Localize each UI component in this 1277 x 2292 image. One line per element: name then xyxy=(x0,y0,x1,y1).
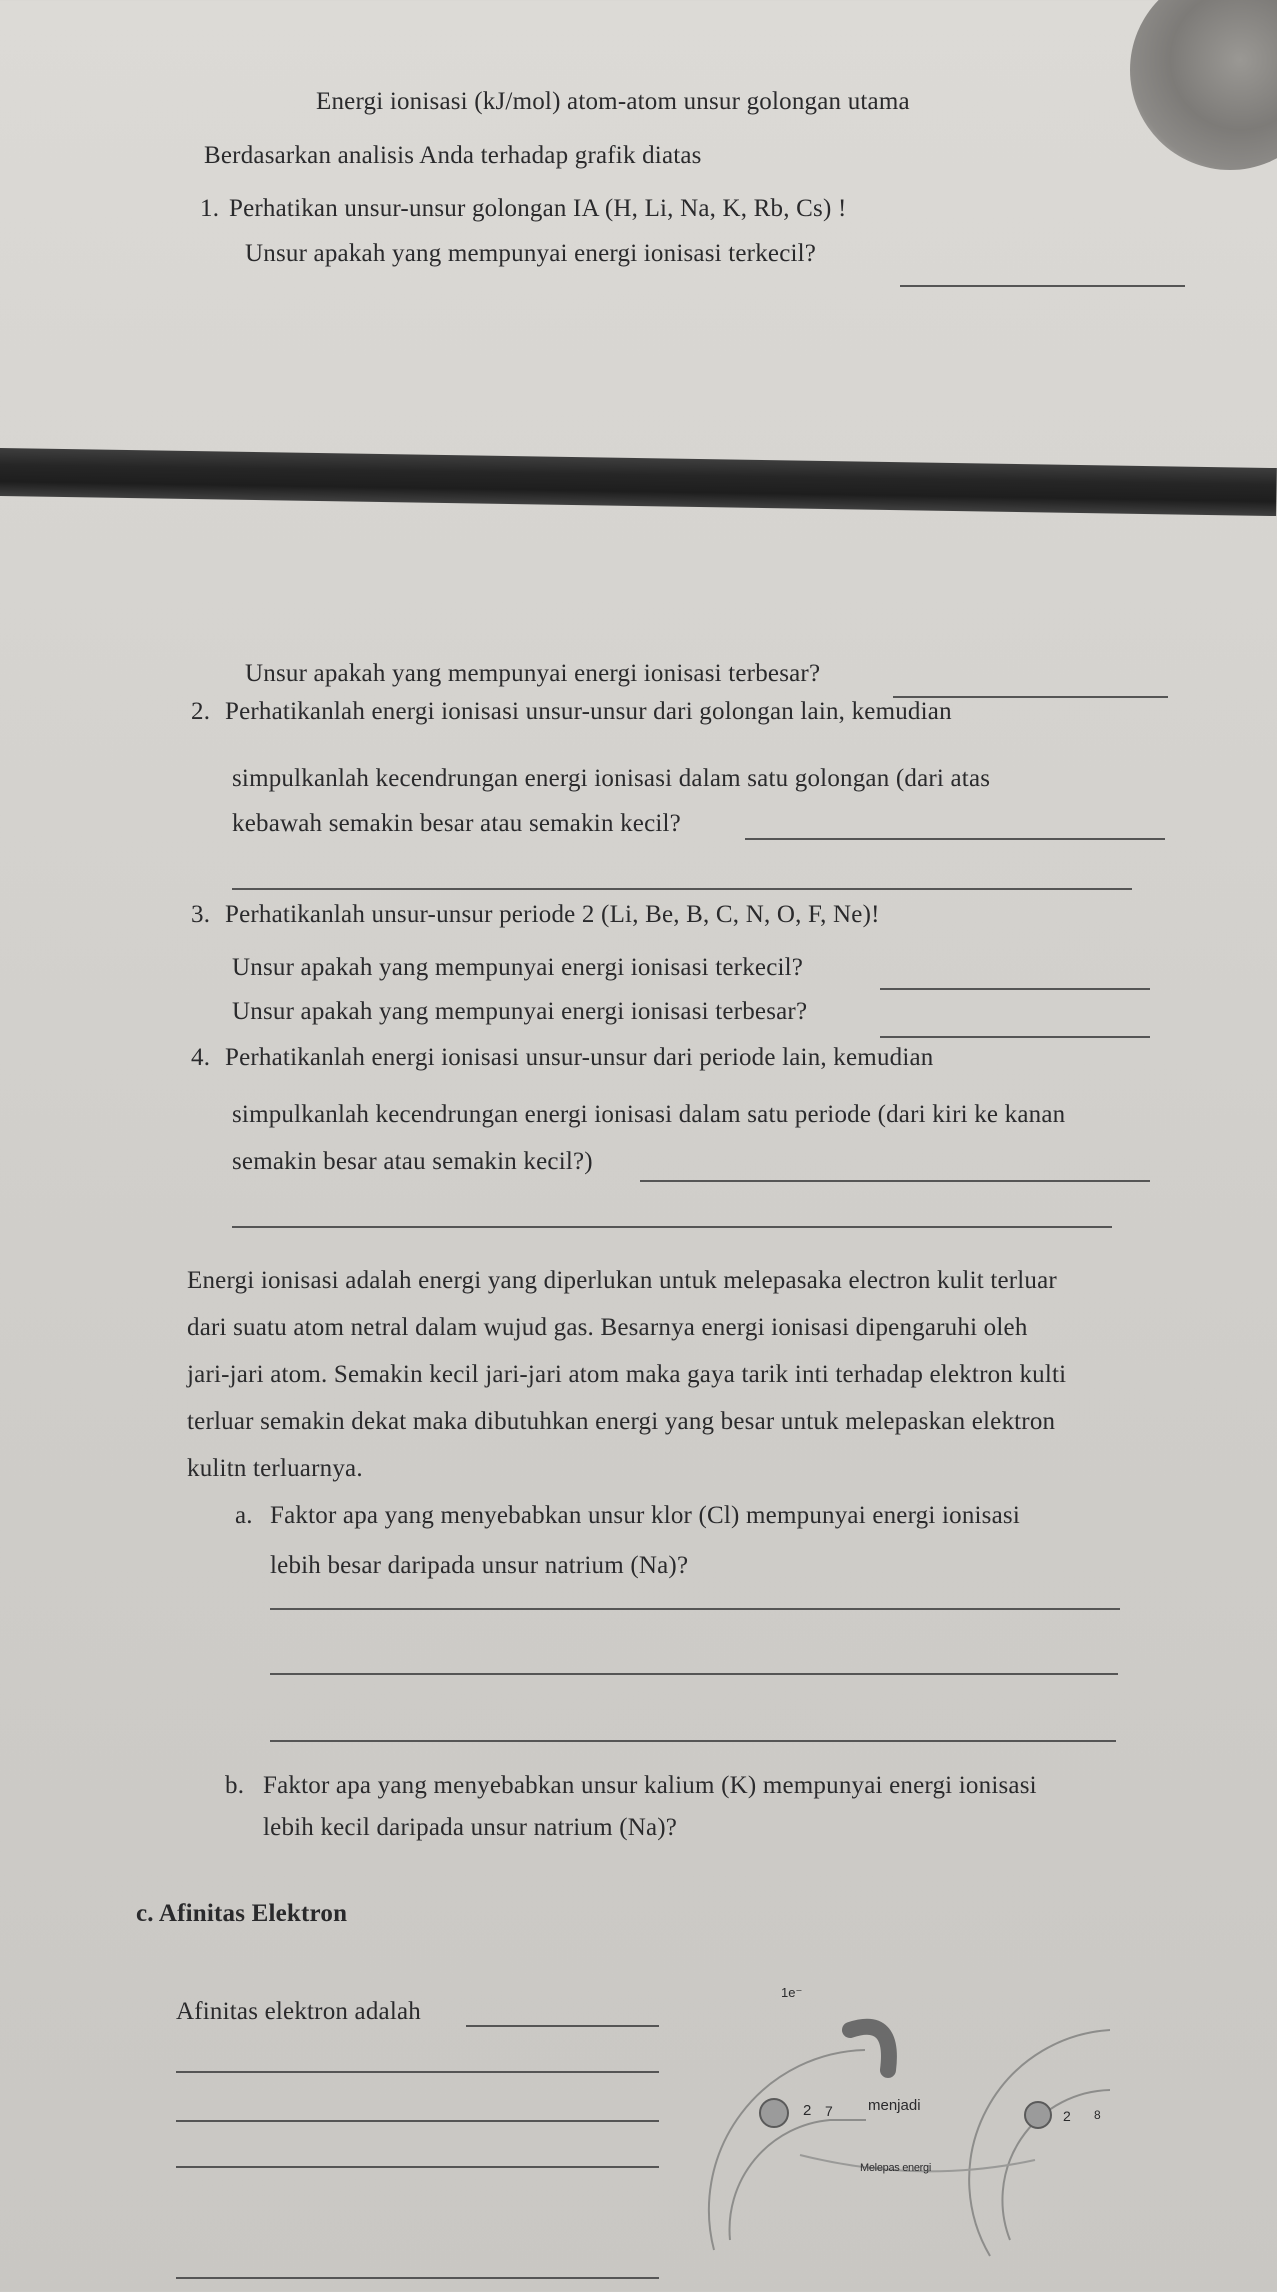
question-3a: Unsur apakah yang mempunyai energi ionisasi terkecil? xyxy=(232,954,804,981)
answer-blank-c1[interactable] xyxy=(466,2025,659,2027)
answer-blank-3a[interactable] xyxy=(880,988,1150,990)
answer-blank-4b[interactable] xyxy=(232,1226,1112,1228)
paragraph-line-5: kulitn terluarnya. xyxy=(187,1455,363,1482)
question-3-number: 3. xyxy=(191,901,211,928)
question-4-number: 4. xyxy=(191,1044,211,1071)
paragraph-line-1: Energi ionisasi adalah energi yang diperlukan untuk melepasaka electron kulit terluar xyxy=(187,1267,1057,1294)
graph-caption: Energi ionisasi (kJ/mol) atom-atom unsur golongan utama xyxy=(316,88,910,115)
question-b-line2: lebih kecil daripada unsur natrium (Na)? xyxy=(263,1814,678,1841)
answer-blank-a1[interactable] xyxy=(270,1608,1120,1610)
answer-blank-3b[interactable] xyxy=(880,1036,1150,1038)
energy-text: Melepas energi xyxy=(860,2162,932,2174)
right-nucleus xyxy=(1025,2102,1051,2128)
answer-blank-c4[interactable] xyxy=(176,2166,659,2168)
answer-blank-c3[interactable] xyxy=(176,2120,659,2122)
left-shell-outer-ring xyxy=(709,2050,865,2250)
left-shell-inner-count: 2 xyxy=(803,2102,812,2119)
question-a-line1: Faktor apa yang menyebabkan unsur klor (Cl) mempunyai energi ionisasi xyxy=(270,1502,1020,1529)
question-3b: Unsur apakah yang mempunyai energi ionisasi terbesar? xyxy=(232,998,808,1025)
answer-blank-c2[interactable] xyxy=(176,2071,659,2073)
question-b-line1: Faktor apa yang menyebabkan unsur kalium (K) mempunyai energi ionisasi xyxy=(263,1772,1037,1799)
answer-blank-2b[interactable] xyxy=(232,888,1132,890)
intro-text: Berdasarkan analisis Anda terhadap grafik diatas xyxy=(204,142,702,169)
answer-blank-a2[interactable] xyxy=(270,1673,1118,1675)
question-a-label: a. xyxy=(235,1502,253,1529)
question-4-line2: simpulkanlah kecendrungan energi ionisasi dalam satu periode (dari kiri ke kanan xyxy=(232,1101,1066,1128)
question-1b: Unsur apakah yang mempunyai energi ionisasi terbesar? xyxy=(245,660,821,687)
answer-blank-1a[interactable] xyxy=(900,285,1185,287)
question-1-text: Perhatikan unsur-unsur golongan IA (H, Li, Na, K, Rb, Cs) ! xyxy=(229,195,847,222)
afinitas-label: Afinitas elektron adalah xyxy=(176,1998,421,2025)
question-1a: Unsur apakah yang mempunyai energi ionisasi terkecil? xyxy=(245,240,817,267)
question-2-line3: kebawah semakin besar atau semakin kecil? xyxy=(232,810,681,837)
question-1-number: 1. xyxy=(200,195,220,222)
question-2-number: 2. xyxy=(191,698,211,725)
left-shell-outer-count: 7 xyxy=(825,2103,833,2119)
question-2-line2: simpulkanlah kecendrungan energi ionisasi dalam satu golongan (dari atas xyxy=(232,765,991,792)
right-shell-outer-count: 8 xyxy=(1094,2108,1101,2122)
paragraph-line-4: terluar semakin dekat maka dibutuhkan energi yang besar untuk melepaskan elektron xyxy=(187,1408,1056,1435)
photo-corner-shadow xyxy=(1130,0,1277,170)
answer-blank-c5[interactable] xyxy=(176,2277,659,2279)
dark-separator-band xyxy=(0,448,1277,516)
answer-blank-4a[interactable] xyxy=(640,1180,1150,1182)
electron-label: 1e⁻ xyxy=(781,1985,803,2000)
curved-arrow-icon xyxy=(850,2027,889,2070)
paragraph-line-3: jari-jari atom. Semakin kecil jari-jari atom maka gaya tarik inti terhadap elektron kulti xyxy=(187,1361,1067,1388)
diagram-svg xyxy=(690,1970,1270,2290)
left-nucleus xyxy=(760,2099,788,2127)
electron-affinity-diagram xyxy=(690,1970,1270,2290)
question-2-line1: Perhatikanlah energi ionisasi unsur-unsur dari golongan lain, kemudian xyxy=(225,698,952,725)
paragraph-line-2: dari suatu atom netral dalam wujud gas. Besarnya energi ionisasi dipengaruhi oleh xyxy=(187,1314,1028,1341)
section-c-heading: c. Afinitas Elektron xyxy=(136,1900,348,1927)
question-b-label: b. xyxy=(225,1772,245,1799)
arrow-text: menjadi xyxy=(868,2097,921,2114)
right-shell-inner-count: 2 xyxy=(1063,2108,1071,2124)
answer-blank-a3[interactable] xyxy=(270,1740,1116,1742)
question-a-line2: lebih besar daripada unsur natrium (Na)? xyxy=(270,1552,689,1579)
question-3-text: Perhatikanlah unsur-unsur periode 2 (Li, Be, B, C, N, O, F, Ne)! xyxy=(225,901,880,928)
right-shell-outer-ring xyxy=(969,2030,1110,2256)
answer-blank-2a[interactable] xyxy=(745,838,1165,840)
left-shell-inner-ring xyxy=(730,2120,866,2240)
question-4-line3: semakin besar atau semakin kecil?) xyxy=(232,1148,593,1175)
question-4-line1: Perhatikanlah energi ionisasi unsur-unsur dari periode lain, kemudian xyxy=(225,1044,934,1071)
